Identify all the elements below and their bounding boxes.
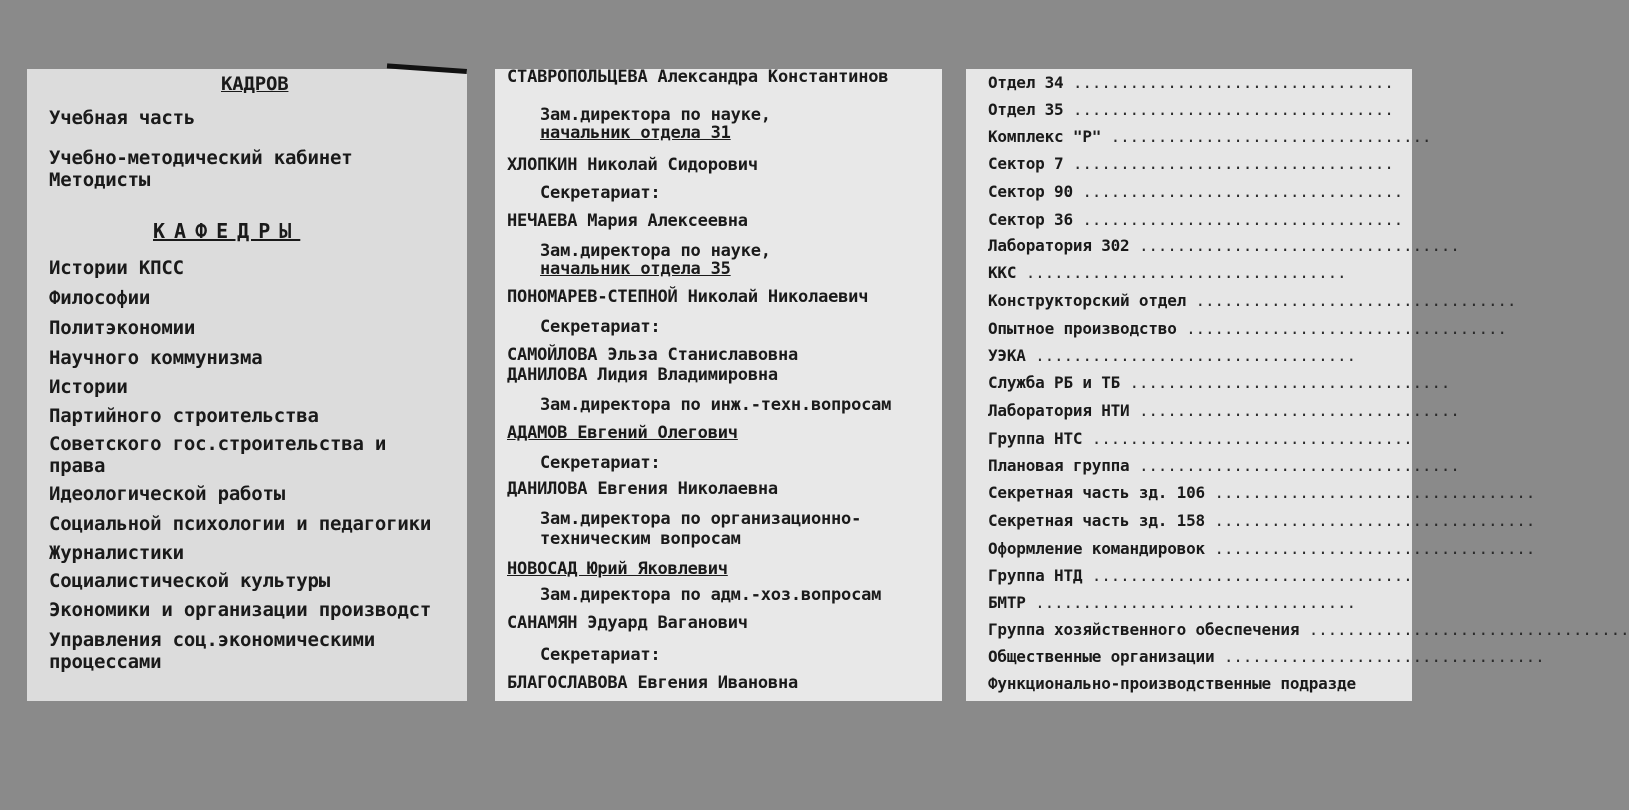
person-name: ХЛОПКИН Николай Сидорович xyxy=(507,155,758,175)
row-label: Секретная часть зд. 158 xyxy=(988,511,1205,530)
dot-leader: .................................. xyxy=(1091,429,1413,448)
position-title: Зам.директора по науке, xyxy=(540,105,771,125)
row-label: Группа хозяйственного обеспечения xyxy=(988,620,1300,639)
dot-leader: .................................. xyxy=(1138,456,1460,475)
section-label: Секретариат: xyxy=(540,453,661,473)
position-title: Зам.директора по организационно- xyxy=(540,509,862,529)
person-name: САМОЙЛОВА Эльза Станиславовна xyxy=(507,345,799,365)
list-item: Журналистики xyxy=(49,542,184,564)
table-row xyxy=(988,154,1394,173)
table-row xyxy=(988,647,1545,666)
position-title: техническим вопросам xyxy=(540,529,741,549)
dot-leader: .................................. xyxy=(1195,291,1517,310)
row-label: Отдел 35 xyxy=(988,100,1064,119)
dot-leader: .................................. xyxy=(1072,100,1394,119)
person-name: ПОНОМАРЕВ-СТЕПНОЙ Николай Николаевич xyxy=(507,287,869,307)
table-row xyxy=(988,511,1535,530)
dot-leader: .................................. xyxy=(1129,373,1451,392)
dot-leader: .................................. xyxy=(1110,127,1432,146)
row-label: Лаборатория 302 xyxy=(988,236,1130,255)
list-item: Экономики и организации производст xyxy=(49,599,432,621)
table-row xyxy=(988,373,1450,392)
dot-leader: .................................. xyxy=(1072,73,1394,92)
table-row xyxy=(988,346,1356,365)
heading-kadrov: КАДРОВ xyxy=(221,73,289,95)
table-row xyxy=(988,236,1460,255)
row-label: Секретная часть зд. 106 xyxy=(988,483,1205,502)
list-item: Научного коммунизма xyxy=(49,347,263,369)
dot-leader: .................................. xyxy=(1186,319,1507,338)
position-title: начальник отдела 31 xyxy=(540,123,731,143)
position-title: Зам.директора по науке, xyxy=(540,241,771,261)
list-item: Методисты xyxy=(49,169,151,191)
dot-leader: .................................. xyxy=(1035,346,1356,365)
person-name: САНАМЯН Эдуард Ваганович xyxy=(507,613,748,633)
person-name: СТАВРОПОЛЬЦЕВА Александра Константинов xyxy=(507,67,889,87)
table-row xyxy=(988,210,1403,229)
section-label: Секретариат: xyxy=(540,183,661,203)
row-label: Оформление командировок xyxy=(988,539,1205,558)
row-label: Группа НТС xyxy=(988,429,1083,448)
heading-kafedry: КАФЕДРЫ xyxy=(153,219,301,243)
dot-leader: .................................. xyxy=(1308,620,1629,639)
section-label: Секретариат: xyxy=(540,317,661,337)
row-label: Функционально-производственные подразде xyxy=(988,674,1356,693)
list-item: Советского гос.строительства и xyxy=(49,433,387,455)
row-label: Сектор 90 xyxy=(988,182,1073,201)
table-row xyxy=(988,429,1413,448)
person-name: АДАМОВ Евгений Олегович xyxy=(507,423,738,443)
table-row xyxy=(988,456,1460,475)
list-item: Философии xyxy=(49,287,151,309)
table-row xyxy=(988,593,1356,612)
dot-leader: .................................. xyxy=(1214,539,1536,558)
person-name: ДАНИЛОВА Евгения Николаевна xyxy=(507,479,778,499)
row-label: Группа НТД xyxy=(988,566,1083,585)
position-title: Зам.директора по адм.-хоз.вопросам xyxy=(540,585,882,605)
row-label: Лаборатория НТИ xyxy=(988,401,1130,420)
table-row xyxy=(988,566,1413,585)
table-row xyxy=(988,73,1394,92)
dot-leader: .................................. xyxy=(1214,511,1536,530)
table-row xyxy=(988,319,1507,338)
row-label: Комплекс "Р" xyxy=(988,127,1102,146)
person-name: БЛАГОСЛАВОВА Евгения Ивановна xyxy=(507,673,799,693)
dot-leader: .................................. xyxy=(1091,566,1413,585)
list-item: Политэкономии xyxy=(49,317,196,339)
document-page-departments xyxy=(966,69,1629,701)
list-item: права xyxy=(49,455,106,477)
person-name: НОВОСАД Юрий Яковлевич xyxy=(507,559,728,579)
dot-leader: .................................. xyxy=(1035,593,1356,612)
dot-leader: .................................. xyxy=(1072,154,1394,173)
table-row xyxy=(988,674,1356,693)
dot-leader: .................................. xyxy=(1214,483,1536,502)
position-title: Зам.директора по инж.-техн.вопросам xyxy=(540,395,892,415)
row-label: Общественные организации xyxy=(988,647,1215,666)
row-label: БМТР xyxy=(988,593,1026,612)
position-title: начальник отдела 35 xyxy=(540,259,731,279)
dot-leader: .................................. xyxy=(1138,236,1460,255)
row-label: УЭКА xyxy=(988,346,1026,365)
document-page-kadrov xyxy=(27,69,467,701)
page-edge-mark xyxy=(387,63,467,74)
table-row xyxy=(988,483,1535,502)
person-name: ДАНИЛОВА Лидия Владимировна xyxy=(507,365,778,385)
table-row xyxy=(988,263,1346,282)
row-label: Отдел 34 xyxy=(988,73,1064,92)
person-name: НЕЧАЕВА Мария Алексеевна xyxy=(507,211,748,231)
list-item: Идеологической работы xyxy=(49,483,286,505)
table-row xyxy=(988,539,1535,558)
row-label: ККС xyxy=(988,263,1017,282)
row-label: Сектор 7 xyxy=(988,154,1064,173)
list-item: Учебная часть xyxy=(49,107,196,129)
table-row xyxy=(988,401,1460,420)
list-item: Управления соц.экономическими xyxy=(49,629,375,651)
section-label: Секретариат: xyxy=(540,645,661,665)
list-item: Истории КПСС xyxy=(49,257,184,279)
list-item: процессами xyxy=(49,651,162,673)
list-item: Социалистической культуры xyxy=(49,570,330,592)
dot-leader: .................................. xyxy=(1082,182,1404,201)
list-item: Истории xyxy=(49,376,128,398)
list-item: Партийного строительства xyxy=(49,405,319,427)
list-item: Учебно-методический кабинет xyxy=(49,147,353,169)
list-item: Социальной психологии и педагогики xyxy=(49,513,432,535)
table-row xyxy=(988,291,1516,310)
dot-leader: .................................. xyxy=(1138,401,1460,420)
table-row xyxy=(988,620,1629,639)
table-row xyxy=(988,127,1431,146)
row-label: Сектор 36 xyxy=(988,210,1073,229)
dot-leader: .................................. xyxy=(1025,263,1347,282)
dot-leader: .................................. xyxy=(1223,647,1545,666)
table-row xyxy=(988,100,1394,119)
row-label: Конструкторский отдел xyxy=(988,291,1187,310)
document-page-directorate xyxy=(495,69,942,701)
row-label: Плановая группа xyxy=(988,456,1130,475)
row-label: Служба РБ и ТБ xyxy=(988,373,1121,392)
row-label: Опытное производство xyxy=(988,319,1177,338)
dot-leader: .................................. xyxy=(1082,210,1404,229)
table-row xyxy=(988,182,1403,201)
